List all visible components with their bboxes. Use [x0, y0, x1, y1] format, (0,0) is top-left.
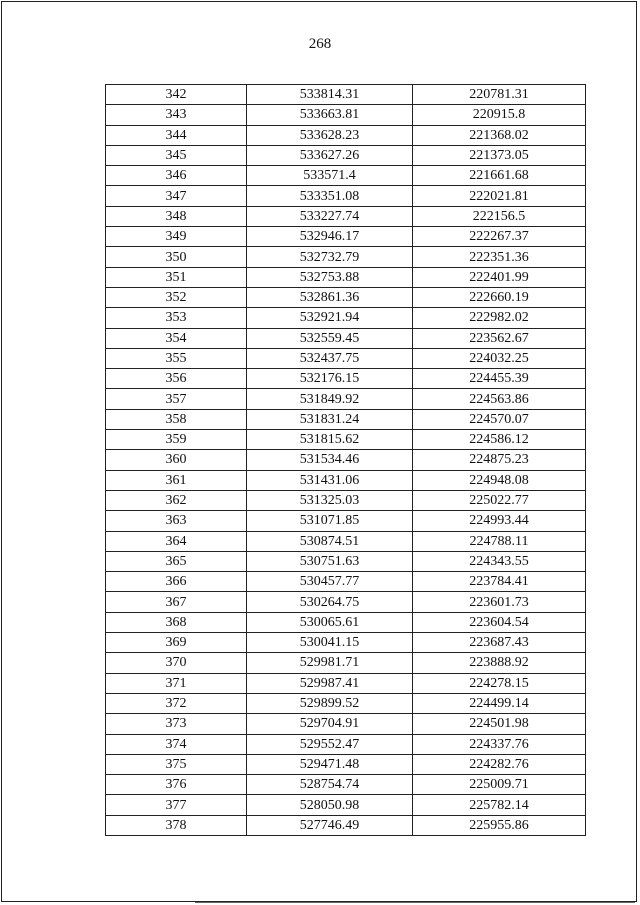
- x-coordinate-cell: 532176.15: [247, 369, 413, 389]
- y-coordinate-cell: 222021.81: [413, 186, 586, 206]
- table-row: [106, 612, 586, 632]
- y-coordinate-cell: 225955.86: [413, 815, 586, 835]
- x-coordinate-cell: 533227.74: [247, 206, 413, 226]
- y-coordinate-cell: 221373.05: [413, 145, 586, 165]
- y-coordinate-cell: 224563.86: [413, 389, 586, 409]
- point-number-cell: 354: [106, 328, 247, 348]
- point-number-cell: 363: [106, 511, 247, 531]
- point-number-cell: 370: [106, 653, 247, 673]
- point-number-cell: 353: [106, 308, 247, 328]
- table-row: [106, 775, 586, 795]
- table-row: [106, 85, 586, 105]
- x-coordinate-cell: 532437.75: [247, 348, 413, 368]
- y-coordinate-cell: 225009.71: [413, 775, 586, 795]
- x-coordinate-cell: 530874.51: [247, 531, 413, 551]
- y-coordinate-cell: 223784.41: [413, 572, 586, 592]
- point-number-cell: 356: [106, 369, 247, 389]
- point-number-cell: 347: [106, 186, 247, 206]
- y-coordinate-cell: 224278.15: [413, 673, 586, 693]
- x-coordinate-cell: 531534.46: [247, 450, 413, 470]
- point-number-cell: 377: [106, 795, 247, 815]
- table-row: [106, 227, 586, 247]
- x-coordinate-cell: 531431.06: [247, 470, 413, 490]
- table-row: [106, 328, 586, 348]
- table-row: [106, 348, 586, 368]
- y-coordinate-cell: 224586.12: [413, 430, 586, 450]
- x-coordinate-cell: 530065.61: [247, 612, 413, 632]
- table-row: [106, 551, 586, 571]
- point-number-cell: 369: [106, 633, 247, 653]
- point-number-cell: 352: [106, 287, 247, 307]
- table-row: [106, 470, 586, 490]
- point-number-cell: 343: [106, 105, 247, 125]
- point-number-cell: 373: [106, 714, 247, 734]
- point-number-cell: 378: [106, 815, 247, 835]
- y-coordinate-cell: 223888.92: [413, 653, 586, 673]
- coordinates-table-body: [106, 85, 586, 836]
- point-number-cell: 372: [106, 693, 247, 713]
- point-number-cell: 376: [106, 775, 247, 795]
- coordinates-table: [105, 84, 586, 836]
- x-coordinate-cell: 531071.85: [247, 511, 413, 531]
- y-coordinate-cell: 222267.37: [413, 227, 586, 247]
- point-number-cell: 374: [106, 734, 247, 754]
- point-number-cell: 359: [106, 430, 247, 450]
- point-number-cell: 366: [106, 572, 247, 592]
- y-coordinate-cell: 220781.31: [413, 85, 586, 105]
- point-number-cell: 348: [106, 206, 247, 226]
- x-coordinate-cell: 529704.91: [247, 714, 413, 734]
- y-coordinate-cell: 224337.76: [413, 734, 586, 754]
- table-row: [106, 531, 586, 551]
- x-coordinate-cell: 529987.41: [247, 673, 413, 693]
- y-coordinate-cell: 224282.76: [413, 754, 586, 774]
- point-number-cell: 342: [106, 85, 247, 105]
- x-coordinate-cell: 527746.49: [247, 815, 413, 835]
- y-coordinate-cell: 224570.07: [413, 409, 586, 429]
- y-coordinate-cell: 224032.25: [413, 348, 586, 368]
- point-number-cell: 367: [106, 592, 247, 612]
- table-row: [106, 206, 586, 226]
- point-number-cell: 346: [106, 166, 247, 186]
- table-row: [106, 653, 586, 673]
- y-coordinate-cell: 222401.99: [413, 267, 586, 287]
- x-coordinate-cell: 530264.75: [247, 592, 413, 612]
- table-row: [106, 125, 586, 145]
- x-coordinate-cell: 531815.62: [247, 430, 413, 450]
- y-coordinate-cell: 224455.39: [413, 369, 586, 389]
- x-coordinate-cell: 530751.63: [247, 551, 413, 571]
- x-coordinate-cell: 528050.98: [247, 795, 413, 815]
- point-number-cell: 349: [106, 227, 247, 247]
- x-coordinate-cell: 532559.45: [247, 328, 413, 348]
- table-row: [106, 409, 586, 429]
- point-number-cell: 350: [106, 247, 247, 267]
- table-row: [106, 734, 586, 754]
- table-row: [106, 369, 586, 389]
- x-coordinate-cell: 532732.79: [247, 247, 413, 267]
- point-number-cell: 362: [106, 490, 247, 510]
- x-coordinate-cell: 529899.52: [247, 693, 413, 713]
- table-row: [106, 450, 586, 470]
- table-row: [106, 186, 586, 206]
- table-row: [106, 815, 586, 835]
- y-coordinate-cell: 222351.36: [413, 247, 586, 267]
- table-row: [106, 145, 586, 165]
- y-coordinate-cell: 222156.5: [413, 206, 586, 226]
- point-number-cell: 355: [106, 348, 247, 368]
- point-number-cell: 364: [106, 531, 247, 551]
- x-coordinate-cell: 531831.24: [247, 409, 413, 429]
- x-coordinate-cell: 530041.15: [247, 633, 413, 653]
- x-coordinate-cell: 533627.26: [247, 145, 413, 165]
- x-coordinate-cell: 529471.48: [247, 754, 413, 774]
- y-coordinate-cell: 221661.68: [413, 166, 586, 186]
- x-coordinate-cell: 529552.47: [247, 734, 413, 754]
- y-coordinate-cell: 225782.14: [413, 795, 586, 815]
- bottom-rule: [195, 902, 635, 903]
- point-number-cell: 358: [106, 409, 247, 429]
- x-coordinate-cell: 533351.08: [247, 186, 413, 206]
- table-row: [106, 572, 586, 592]
- y-coordinate-cell: 223601.73: [413, 592, 586, 612]
- point-number-cell: 360: [106, 450, 247, 470]
- x-coordinate-cell: 532753.88: [247, 267, 413, 287]
- x-coordinate-cell: 533814.31: [247, 85, 413, 105]
- point-number-cell: 371: [106, 673, 247, 693]
- x-coordinate-cell: 530457.77: [247, 572, 413, 592]
- table-row: [106, 592, 586, 612]
- x-coordinate-cell: 533571.4: [247, 166, 413, 186]
- y-coordinate-cell: 224993.44: [413, 511, 586, 531]
- y-coordinate-cell: 220915.8: [413, 105, 586, 125]
- point-number-cell: 365: [106, 551, 247, 571]
- y-coordinate-cell: 224948.08: [413, 470, 586, 490]
- table-row: [106, 795, 586, 815]
- x-coordinate-cell: 532861.36: [247, 287, 413, 307]
- x-coordinate-cell: 531849.92: [247, 389, 413, 409]
- y-coordinate-cell: 224501.98: [413, 714, 586, 734]
- table-row: [106, 754, 586, 774]
- y-coordinate-cell: 224343.55: [413, 551, 586, 571]
- table-row: [106, 693, 586, 713]
- y-coordinate-cell: 222982.02: [413, 308, 586, 328]
- table-row: [106, 714, 586, 734]
- point-number-cell: 361: [106, 470, 247, 490]
- x-coordinate-cell: 533628.23: [247, 125, 413, 145]
- table-row: [106, 511, 586, 531]
- table-row: [106, 267, 586, 287]
- page-number: 268: [308, 36, 332, 52]
- table-row: [106, 287, 586, 307]
- table-row: [106, 166, 586, 186]
- y-coordinate-cell: 222660.19: [413, 287, 586, 307]
- table-row: [106, 633, 586, 653]
- point-number-cell: 357: [106, 389, 247, 409]
- y-coordinate-cell: 223562.67: [413, 328, 586, 348]
- x-coordinate-cell: 533663.81: [247, 105, 413, 125]
- y-coordinate-cell: 225022.77: [413, 490, 586, 510]
- table-row: [106, 105, 586, 125]
- table-row: [106, 308, 586, 328]
- point-number-cell: 375: [106, 754, 247, 774]
- table-row: [106, 247, 586, 267]
- x-coordinate-cell: 528754.74: [247, 775, 413, 795]
- y-coordinate-cell: 224499.14: [413, 693, 586, 713]
- table-row: [106, 430, 586, 450]
- point-number-cell: 368: [106, 612, 247, 632]
- point-number-cell: 344: [106, 125, 247, 145]
- y-coordinate-cell: 224788.11: [413, 531, 586, 551]
- table-row: [106, 673, 586, 693]
- point-number-cell: 345: [106, 145, 247, 165]
- x-coordinate-cell: 531325.03: [247, 490, 413, 510]
- y-coordinate-cell: 221368.02: [413, 125, 586, 145]
- table-row: [106, 389, 586, 409]
- x-coordinate-cell: 532921.94: [247, 308, 413, 328]
- x-coordinate-cell: 529981.71: [247, 653, 413, 673]
- y-coordinate-cell: 224875.23: [413, 450, 586, 470]
- table-row: [106, 490, 586, 510]
- x-coordinate-cell: 532946.17: [247, 227, 413, 247]
- point-number-cell: 351: [106, 267, 247, 287]
- y-coordinate-cell: 223604.54: [413, 612, 586, 632]
- y-coordinate-cell: 223687.43: [413, 633, 586, 653]
